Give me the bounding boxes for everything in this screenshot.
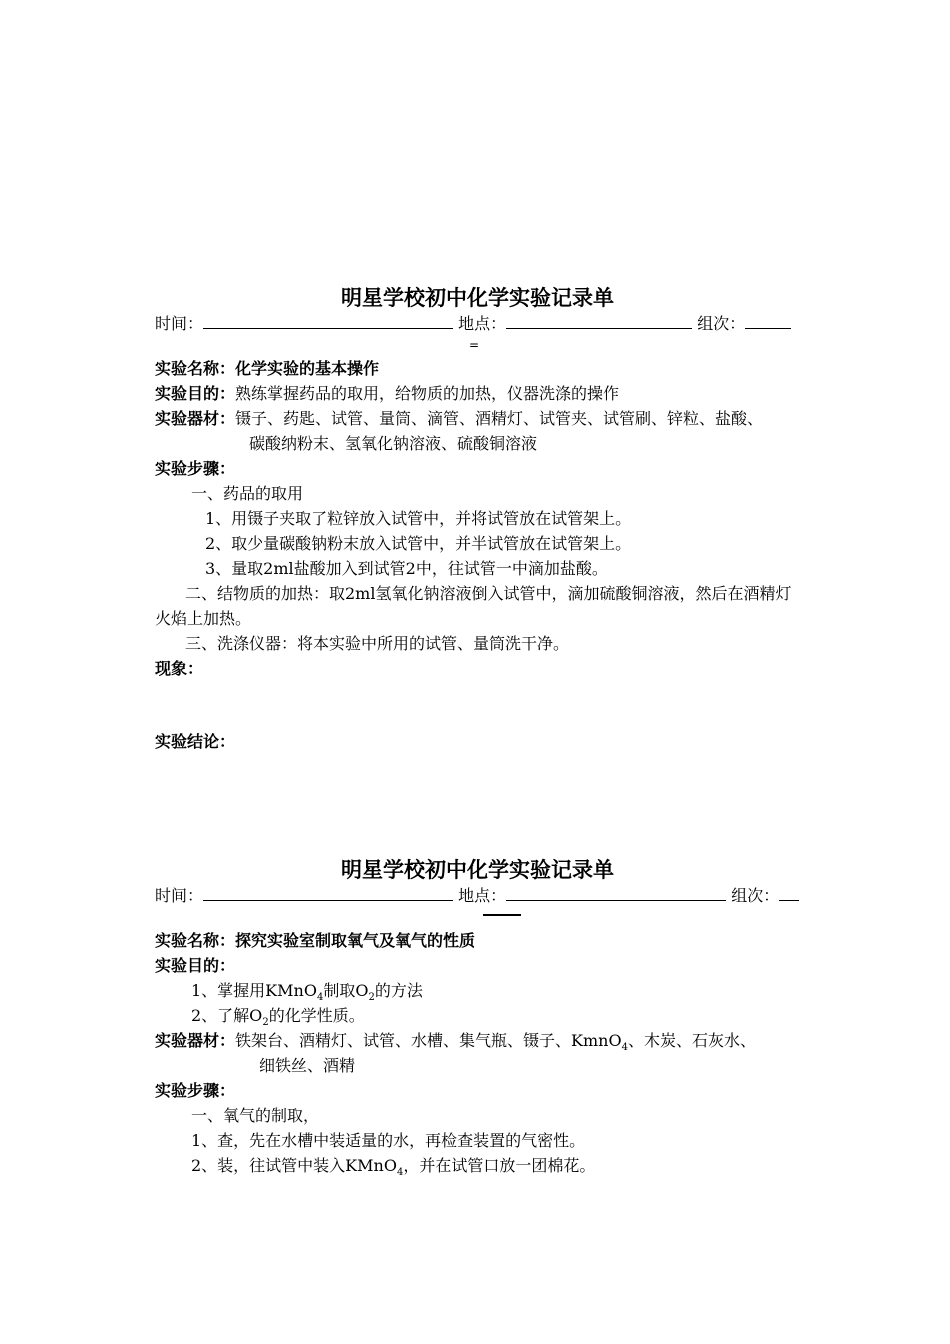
time-blank[interactable] bbox=[203, 884, 453, 901]
time-blank[interactable] bbox=[203, 312, 453, 329]
purpose-heading: 实验目的： bbox=[155, 956, 236, 975]
step-a2: 2、取少量碳酸钠粉末放入试管中，并半试管放在试管架上。 bbox=[205, 534, 632, 553]
step-b: 二、结物质的加热：取2ml氢氧化钠溶液倒入试管中，滴加硫酸铜溶液，然后在酒精灯火焰上加热。 bbox=[155, 584, 792, 628]
experiment-name bbox=[155, 928, 800, 953]
group-blank[interactable] bbox=[779, 884, 799, 901]
step-a1: 1、查，先在水槽中装适量的水，再检查装置的气密性。 bbox=[191, 1131, 586, 1150]
place-blank[interactable] bbox=[506, 884, 726, 901]
equip-label: 实验器材： bbox=[155, 1031, 236, 1050]
experiment-purpose bbox=[155, 381, 800, 406]
record-sheet-1 bbox=[155, 284, 800, 754]
group-label: 组次： bbox=[731, 886, 780, 905]
equipment-line-1: 实验器材：铁架台、酒精灯、试管、水槽、集气瓶、镊子、KmnO$_4$、木炭、石灰水、 bbox=[155, 1031, 756, 1054]
header-fields bbox=[155, 884, 800, 906]
equipment-line-2: 细铁丝、酒精 bbox=[259, 1056, 356, 1075]
phenomenon-heading: 现象： bbox=[155, 659, 204, 678]
name-label: 实验名称： bbox=[155, 931, 236, 950]
equipment-line-2: 碳酸纳粉末、氢氧化钠溶液、硫酸铜溶液 bbox=[249, 434, 538, 453]
step-a: 一、氧气的制取， bbox=[191, 1106, 320, 1125]
purpose-1: 1、掌握用KMnO$_4$制取$O_2$的方法 bbox=[191, 981, 423, 1004]
extra-mark: = bbox=[469, 338, 480, 352]
name-label: 实验名称： bbox=[155, 359, 236, 378]
equip-label: 实验器材： bbox=[155, 409, 236, 428]
step-c: 三、洗涤仪器：将本实验中所用的试管、量筒洗干净。 bbox=[185, 634, 570, 653]
sheet-title: 明星学校初中化学实验记录单 bbox=[341, 858, 614, 882]
time-label: 时间： bbox=[155, 886, 204, 905]
phenomenon-space[interactable] bbox=[155, 681, 800, 729]
equipment-line-1 bbox=[155, 406, 800, 431]
name-value: 探究实验室制取氧气及氧气的性质 bbox=[235, 931, 476, 950]
step-a3: 3、量取2ml盐酸加入到试管2中，往试管一中滴加盐酸。 bbox=[205, 559, 608, 578]
steps-heading: 实验步骤： bbox=[155, 459, 236, 478]
name-value: 化学实验的基本操作 bbox=[235, 359, 380, 378]
step-a2: 2、装，往试管中装入KMnO$_4$，并在试管口放一团棉花。 bbox=[191, 1156, 596, 1179]
header-fields bbox=[155, 312, 800, 334]
purpose-label: 实验目的： bbox=[155, 384, 236, 403]
step-a1: 1、用镊子夹取了粒锌放入试管中，并将试管放在试管架上。 bbox=[205, 509, 632, 528]
equip-value-1: 镊子、药匙、试管、量筒、滴管、酒精灯、试管夹、试管刷、锌粒、盐酸、 bbox=[235, 409, 764, 428]
steps-heading: 实验步骤： bbox=[155, 1081, 236, 1100]
place-blank[interactable] bbox=[506, 312, 692, 329]
record-sheet-2 bbox=[155, 856, 800, 1178]
group-label: 组次： bbox=[697, 314, 746, 333]
purpose-2: 2、了解$O_2$的化学性质。 bbox=[191, 1006, 365, 1029]
time-label: 时间： bbox=[155, 314, 204, 333]
place-label: 地点： bbox=[458, 314, 507, 333]
conclusion-heading: 实验结论： bbox=[155, 732, 236, 751]
group-blank-continuation bbox=[155, 906, 800, 928]
group-blank[interactable] bbox=[745, 312, 791, 329]
sheet-title: 明星学校初中化学实验记录单 bbox=[341, 286, 614, 310]
step-a: 一、药品的取用 bbox=[191, 484, 304, 503]
experiment-name bbox=[155, 356, 800, 381]
place-label: 地点： bbox=[458, 886, 507, 905]
purpose-value: 熟练掌握药品的取用，给物质的加热，仪器洗涤的操作 bbox=[235, 384, 620, 403]
